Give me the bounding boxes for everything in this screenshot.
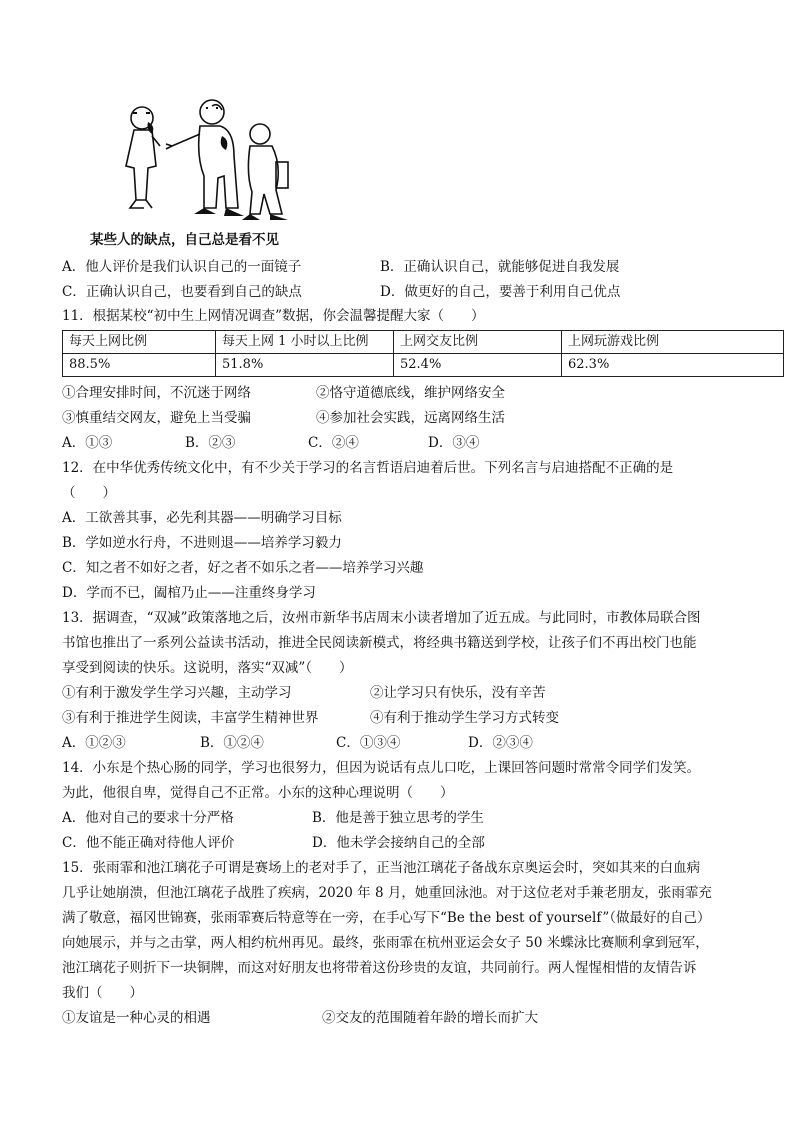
q14-option-a: A．他对自己的要求十分严格 <box>62 810 234 826</box>
q11-item-4: ④参加社会实践，远离网络生活 <box>316 410 505 426</box>
table-header-cell: 上网交友比例 <box>394 331 562 354</box>
q13-stem-line-3: 享受到阅读的快乐。这说明，落实“双减”（ ） <box>62 660 353 676</box>
q12-option-b: B．学如逆水行舟，不进则退——培养学习毅力 <box>62 535 342 551</box>
q12-stem-cont: （ ） <box>62 485 116 501</box>
table-cell: 52.4% <box>394 354 562 377</box>
q11-item-2: ②恪守道德底线，维护网络安全 <box>316 385 505 401</box>
q13-item-1: ①有利于激发学生学习兴趣，主动学习 <box>62 685 292 701</box>
q12-option-c: C．知之者不如好之者，好之者不如乐之者——培养学习兴趣 <box>62 560 424 576</box>
q15-stem-line-4: 向她展示，并与之击掌，两人相约杭州再见。最终，张雨霏在杭州亚运会女子 50 米蝶泳比赛顺利拿到冠军， <box>62 935 709 951</box>
q13-option-c: C．①③④ <box>336 735 401 751</box>
q10-option-d: D．做更好的自己，要善于利用自己优点 <box>380 284 621 300</box>
q11-item-1: ①合理安排时间，不沉迷于网络 <box>62 385 251 401</box>
table-row <box>63 354 784 377</box>
q13-stem-line-2: 书馆也推出了一系列公益读书活动，推进全民阅读新模式，将经典书籍送到学校，让孩子们不再出校门也能 <box>62 635 697 651</box>
q13-item-3: ③有利于推进学生阅读，丰富学生精神世界 <box>62 710 319 726</box>
q13-stem-line-1: 13．据调查，“双减”政策落地之后，汝州市新华书店周末小读者增加了近五成。与此同时，市教体局联合图 <box>62 610 701 626</box>
q15-item-2: ②交友的范围随着年龄的增长而扩大 <box>322 1010 538 1026</box>
q15-stem-line-5: 池江璃花子则折下一块铜牌，而这对好朋友也将带着这份珍贵的友谊，共同前行。两人惺惺相惜的友情告诉 <box>62 960 697 976</box>
q11-stem: 11．根据某校“初中生上网情况调查”数据，你会温馨提醒大家（ ） <box>62 308 485 324</box>
q11-option-a: A．①③ <box>62 435 113 451</box>
table-header-cell: 上网玩游戏比例 <box>562 331 784 354</box>
q11-option-c: C．②④ <box>308 435 359 451</box>
q13-option-b: B．①②④ <box>200 735 264 751</box>
table-cell: 62.3% <box>562 354 784 377</box>
q14-stem-line-2: 为此，他很自卑，觉得自己不正常。小东的这种心理说明（ ） <box>62 785 454 801</box>
q10-option-b: B．正确认识自己，就能够促进自我发展 <box>380 259 620 275</box>
q13-item-4: ④有利于推动学生学习方式转变 <box>370 710 559 726</box>
q13-option-a: A．①②③ <box>62 735 126 751</box>
table-header-row <box>63 331 784 354</box>
q11-item-3: ③慎重结交网友，避免上当受骗 <box>62 410 251 426</box>
q15-stem-line-1: 15．张雨霏和池江璃花子可谓是赛场上的老对手了，正当池江璃花子备战东京奥运会时，突如其来的白血病 <box>62 860 701 876</box>
q10-option-c: C．正确认识自己，也要看到自己的缺点 <box>62 284 302 300</box>
q15-stem-line-6: 我们（ ） <box>62 985 143 1001</box>
q11-survey-table <box>62 330 784 377</box>
cartoon-illustration <box>100 96 310 226</box>
q15-stem-line-3: 满了敬意，福冈世锦赛，张雨霏赛后特意等在一旁，在手心写下“Be the best of yourself”（做最好的自己） <box>62 910 711 926</box>
q14-option-c: C．他不能正确对待他人评价 <box>62 835 235 851</box>
q11-option-d: D．③④ <box>428 435 480 451</box>
table-header-cell: 每天上网 1 小时以上比例 <box>216 331 394 354</box>
table-cell: 51.8% <box>216 354 394 377</box>
q11-option-b: B．②③ <box>185 435 236 451</box>
figure-caption: 某些人的缺点，自己总是看不见 <box>90 232 279 248</box>
table-cell: 88.5% <box>63 354 216 377</box>
q15-item-1: ①友谊是一种心灵的相遇 <box>62 1010 211 1026</box>
q13-item-2: ②让学习只有快乐，没有辛苦 <box>370 685 546 701</box>
q12-option-d: D．学而不已，阖棺乃止——注重终身学习 <box>62 585 316 601</box>
q10-option-a: A．他人评价是我们认识自己的一面镜子 <box>62 259 302 275</box>
q13-option-d: D．②③④ <box>468 735 533 751</box>
q14-stem-line-1: 14．小东是个热心肠的同学，学习也很努力，但因为说话有点儿口吃，上课回答问题时常常令同学们发笑。 <box>62 760 701 776</box>
q15-stem-line-2: 几乎让她崩溃，但池江璃花子战胜了疾病，2020 年 8 月，她重回泳池。对于这位老对手兼老朋友，张雨霏充 <box>62 885 712 901</box>
q12-stem: 12．在中华优秀传统文化中，有不少关于学习的名言哲语启迪着后世。下列名言与启迪搭配不正确的是 <box>62 460 674 476</box>
table-header-cell: 每天上网比例 <box>63 331 216 354</box>
q14-option-b: B．他是善于独立思考的学生 <box>312 810 484 826</box>
q14-option-d: D．他未学会接纳自己的全部 <box>312 835 485 851</box>
q12-option-a: A．工欲善其事，必先利其器——明确学习目标 <box>62 510 342 526</box>
